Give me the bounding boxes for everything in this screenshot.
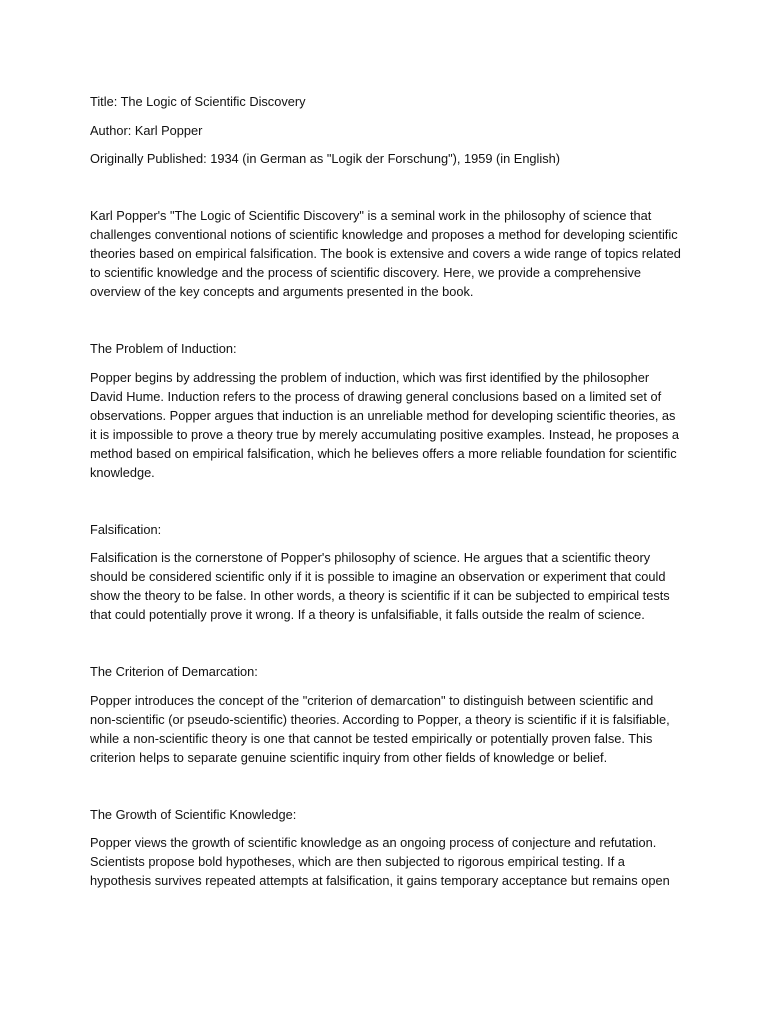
document-metadata (90, 92, 682, 168)
section-body: Falsification is the cornerstone of Popper's philosophy of science. He argues that a scientific theory should be considered scientific only if it is possible to imagine an observation or experiment that could show the theory to be false. In other words, a theory is scientific if it can be subjected to empirical tests that could potentially prove it wrong. If a theory is unfalsifiable, it falls outside the realm of science. (90, 550, 670, 622)
section-criterion-of-demarcation (90, 662, 682, 767)
section-body: Popper introduces the concept of the "criterion of demarcation" to distinguish between scientific and non-scientific (or pseudo-scientific) theories. According to Popper, a theory is scientific if it is falsifiable, while a non-scientific theory is one that cannot be tested empirically or potentially proven false. This criterion helps to separate genuine scientific inquiry from other fields of knowledge or belief. (90, 692, 670, 765)
section-body: Popper begins by addressing the problem of induction, which was first identified by the philosopher David Hume. Induction refers to the process of drawing general conclusions based on a limited set of observations. Popper argues that induction is an unreliable method for developing scientific theories, as it is impossible to prove a theory true by merely accumulating positive examples. Instead, he proposes a method based on empirical falsification, which he believes offers a more reliable foundation for scientific knowledge. (90, 369, 679, 480)
section-falsification (90, 520, 682, 625)
section-heading: The Growth of Scientific Knowledge: (90, 806, 297, 822)
section-heading: The Problem of Induction: (90, 341, 237, 356)
document-title: Title: The Logic of Scientific Discovery (90, 94, 306, 109)
section-growth-of-scientific-knowledge (90, 805, 682, 891)
document-page (90, 92, 682, 890)
section-heading: Falsification: (90, 521, 162, 537)
section-body: Popper views the growth of scientific knowledge as an ongoing process of conjecture and refutation. Scientists propose bold hypotheses, which are then subjected to rigorous empirical testing. If a hypothesis survives repeated attempts at falsification, it gains temporary acceptance but remains open (90, 835, 670, 888)
section-problem-of-induction (90, 339, 682, 482)
intro-paragraph: Karl Popper's "The Logic of Scientific Discovery" is a seminal work in the philosophy of science that challenges conventional notions of scientific knowledge and proposes a method for developing scientific theories based on empirical falsification. The book is extensive and covers a wide range of topics related to scientific knowledge and the process of scientific discovery. Here, we provide a comprehensive overview of the key concepts and arguments presented in the book. (90, 208, 681, 299)
document-author: Author: Karl Popper (90, 122, 203, 138)
document-publication-info: Originally Published: 1934 (in German as "Logik der Forschung"), 1959 (in English) (90, 151, 561, 166)
section-heading: The Criterion of Demarcation: (90, 664, 258, 679)
